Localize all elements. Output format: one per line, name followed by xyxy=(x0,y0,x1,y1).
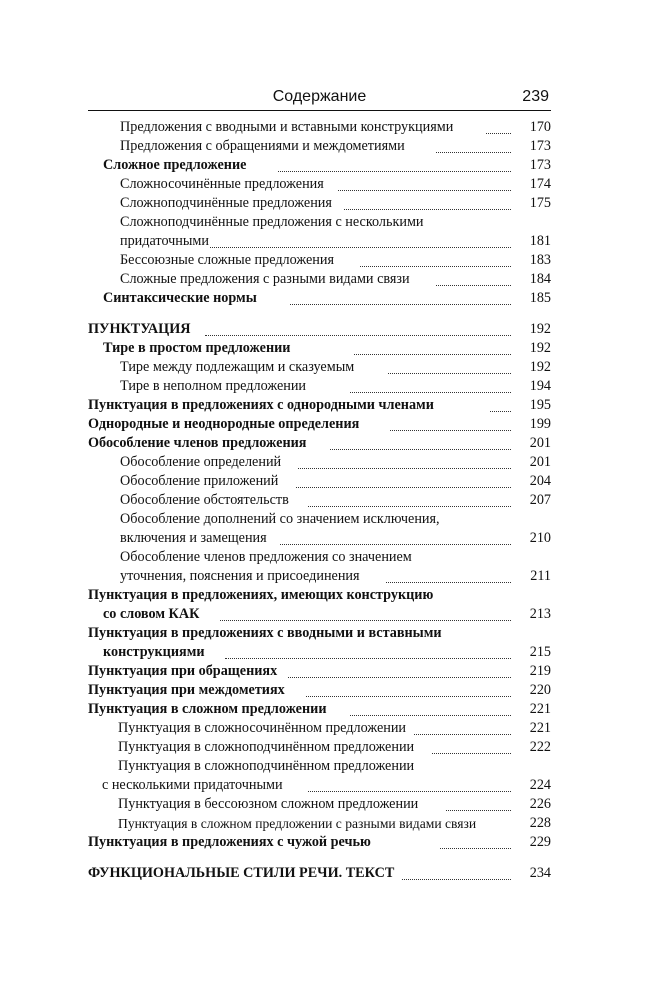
toc-entry xyxy=(0,396,660,415)
dot-leader xyxy=(330,434,511,450)
toc-entry-page: 174 xyxy=(529,176,551,192)
toc-entry-title: со словом КАК xyxy=(103,606,200,622)
page-number: 239 xyxy=(522,88,549,105)
toc-entry-title: Сложносочинённые предложения xyxy=(120,176,324,192)
toc-entry-page: 192 xyxy=(529,359,551,375)
toc-entry-page: 181 xyxy=(529,233,551,249)
dot-leader xyxy=(486,118,511,134)
dot-leader xyxy=(386,567,511,583)
toc-entry xyxy=(0,529,660,548)
toc-entry-page: 229 xyxy=(529,834,551,850)
toc-entry-title: Сложноподчинённые предложения xyxy=(120,195,332,211)
toc-entry-page: 170 xyxy=(529,119,551,135)
toc-entry-title: Пунктуация в сложноподчинённом предложении xyxy=(118,739,415,755)
toc-entry xyxy=(0,358,660,377)
dot-leader xyxy=(436,270,511,286)
toc-entry-title: конструкциями xyxy=(103,644,205,660)
toc-entry-title: Сложное предложение xyxy=(103,157,247,173)
dot-leader xyxy=(490,396,511,412)
toc-entry-page: 219 xyxy=(529,663,551,679)
toc-entry-title: Однородные и неоднородные определения xyxy=(88,416,360,432)
toc-entry-page: 195 xyxy=(529,397,551,413)
toc-entry-title: Пунктуация в сложносочинённом предложении xyxy=(118,720,407,736)
toc-entry-title: Пунктуация в бессоюзном сложном предложении xyxy=(118,796,419,812)
toc-entry xyxy=(0,251,660,270)
dot-leader xyxy=(350,700,511,716)
toc-entry xyxy=(0,118,660,137)
toc-entry xyxy=(0,175,660,194)
toc-entry-page: 221 xyxy=(529,701,551,717)
toc-entry xyxy=(0,194,660,213)
toc-entry xyxy=(0,738,660,757)
toc-entry-title: Пунктуация в сложном предложении xyxy=(88,701,327,717)
toc-entry xyxy=(0,624,660,643)
toc-entry-page: 210 xyxy=(529,530,551,546)
dot-leader xyxy=(288,662,511,678)
toc-entry xyxy=(0,795,660,814)
toc-entry xyxy=(0,586,660,605)
toc-entry-title: придаточными xyxy=(120,233,209,249)
toc-entry-page: 207 xyxy=(529,492,551,508)
toc-entry-title: Сложные предложения с разными видами связи xyxy=(120,271,410,287)
dot-leader xyxy=(210,232,511,248)
dot-leader xyxy=(280,529,511,545)
toc-entry-title: Пунктуация в предложениях с однородными членами xyxy=(88,397,434,413)
dot-leader xyxy=(220,605,511,621)
toc-entry-title: Обособление определений xyxy=(120,454,282,470)
dot-leader xyxy=(344,194,511,210)
toc-entry xyxy=(0,548,660,567)
toc-entry xyxy=(0,453,660,472)
toc-entry-title: Пунктуация при обращениях xyxy=(88,663,278,679)
dot-leader xyxy=(388,358,511,374)
toc-entry-page: 215 xyxy=(529,644,551,660)
toc-entry-title: Сложноподчинённые предложения с несколькими xyxy=(120,214,424,230)
toc-entry xyxy=(0,339,660,358)
toc-entry xyxy=(0,289,660,308)
toc-entry-title: Пунктуация при междометиях xyxy=(88,682,285,698)
toc-entry-page: 221 xyxy=(529,720,551,736)
toc-entry-page: 199 xyxy=(529,416,551,432)
dot-leader xyxy=(414,719,511,735)
toc-entry-page: 201 xyxy=(529,454,551,470)
toc-entry-title: Тире в неполном предложении xyxy=(120,378,307,394)
toc-entry-page: 175 xyxy=(529,195,551,211)
toc-entry-title: Синтаксические нормы xyxy=(103,290,257,306)
toc-entry xyxy=(0,415,660,434)
dot-leader xyxy=(350,377,511,393)
toc-entry-page: 222 xyxy=(529,739,551,755)
toc-entry-title: Пунктуация в предложениях, имеющих конструкцию xyxy=(88,587,434,603)
toc-entry-page: 173 xyxy=(529,138,551,154)
toc-entry-title: Предложения с вводными и вставными конструкциями xyxy=(120,119,454,135)
dot-leader xyxy=(308,491,511,507)
toc-entry xyxy=(0,567,660,586)
toc-entry xyxy=(0,213,660,232)
running-header xyxy=(88,86,551,111)
toc-entry xyxy=(0,320,660,339)
toc-entry-page: 185 xyxy=(529,290,551,306)
dot-leader xyxy=(278,156,511,172)
toc-entry xyxy=(0,643,660,662)
toc-entry-page: 192 xyxy=(529,321,551,337)
toc-entry xyxy=(0,491,660,510)
toc-entry-title: включения и замещения xyxy=(120,530,267,546)
toc-entry xyxy=(0,434,660,453)
toc-entry-title: Пунктуация в предложениях с чужой речью xyxy=(88,834,371,850)
toc-entry-title: Тире в простом предложении xyxy=(103,340,291,356)
toc-entry-title: Пунктуация в сложноподчинённом предложении xyxy=(118,758,415,774)
dot-leader xyxy=(298,453,511,469)
dot-leader xyxy=(446,795,511,811)
toc-entry xyxy=(0,681,660,700)
dot-leader xyxy=(390,415,511,431)
toc-entry xyxy=(0,510,660,529)
toc-entry-page: 194 xyxy=(529,378,551,394)
toc-entry-page: 204 xyxy=(529,473,551,489)
toc-entry xyxy=(0,776,660,795)
toc-entry-page: 184 xyxy=(529,271,551,287)
dot-leader xyxy=(440,833,511,849)
toc-entry xyxy=(0,814,660,833)
toc-entry-title: ФУНКЦИОНАЛЬНЫЕ СТИЛИ РЕЧИ. ТЕКСТ xyxy=(88,865,395,881)
toc-entry-page: 234 xyxy=(529,865,551,881)
toc-entry xyxy=(0,232,660,251)
dot-leader xyxy=(354,339,511,355)
toc-entry xyxy=(0,864,660,883)
dot-leader xyxy=(436,137,511,153)
toc-entry-page: 211 xyxy=(530,568,551,584)
toc-entry-title: Обособление приложений xyxy=(120,473,279,489)
toc-entry xyxy=(0,833,660,852)
toc-entry xyxy=(0,472,660,491)
dot-leader xyxy=(306,681,511,697)
dot-leader xyxy=(296,472,511,488)
dot-leader xyxy=(290,289,511,305)
toc-entry-page: 224 xyxy=(529,777,551,793)
toc-entry xyxy=(0,700,660,719)
toc-entry-title: Пунктуация в предложениях с вводными и вставными xyxy=(88,625,442,641)
toc-entry-title: Обособление членов предложения со значением xyxy=(120,549,412,565)
toc-entry-page: 173 xyxy=(529,157,551,173)
dot-leader xyxy=(308,776,511,792)
toc-entry xyxy=(0,156,660,175)
toc-entry xyxy=(0,757,660,776)
toc-entry xyxy=(0,719,660,738)
toc-entry-page: 213 xyxy=(529,606,551,622)
running-header-title: Содержание xyxy=(272,88,367,105)
toc-entry-title: Предложения с обращениями и междометиями xyxy=(120,138,405,154)
toc-entry-page: 201 xyxy=(529,435,551,451)
toc-entry xyxy=(0,377,660,396)
dot-leader xyxy=(205,320,511,336)
toc-entry-page: 192 xyxy=(529,340,551,356)
toc-entry-title: Обособление обстоятельств xyxy=(120,492,289,508)
toc-entry xyxy=(0,662,660,681)
toc-entry-title: Бессоюзные сложные предложения xyxy=(120,252,335,268)
toc-entry-title: Обособление дополнений со значением исключения, xyxy=(120,511,440,527)
dot-leader xyxy=(360,251,511,267)
toc-entry-page: 226 xyxy=(529,796,551,812)
dot-leader xyxy=(338,175,511,191)
toc-entry-title: Обособление членов предложения xyxy=(88,435,307,451)
toc-entry-title: ПУНКТУАЦИЯ xyxy=(88,321,191,337)
toc-entry-title: уточнения, пояснения и присоединения xyxy=(120,568,360,584)
dot-leader xyxy=(432,738,511,754)
dot-leader xyxy=(225,643,511,659)
toc-entry-title: с несколькими придаточными xyxy=(102,777,283,793)
toc-entry xyxy=(0,270,660,289)
toc-entry-title: Пунктуация в сложном предложении с разными видами связи xyxy=(118,816,477,831)
dot-leader xyxy=(402,864,511,880)
toc-entry-page: 183 xyxy=(529,252,551,268)
toc-entry-title: Тире между подлежащим и сказуемым xyxy=(120,359,355,375)
toc-entry xyxy=(0,605,660,624)
toc-entry-page: 228 xyxy=(529,815,551,831)
toc-entry-page: 220 xyxy=(529,682,551,698)
toc-entry xyxy=(0,137,660,156)
